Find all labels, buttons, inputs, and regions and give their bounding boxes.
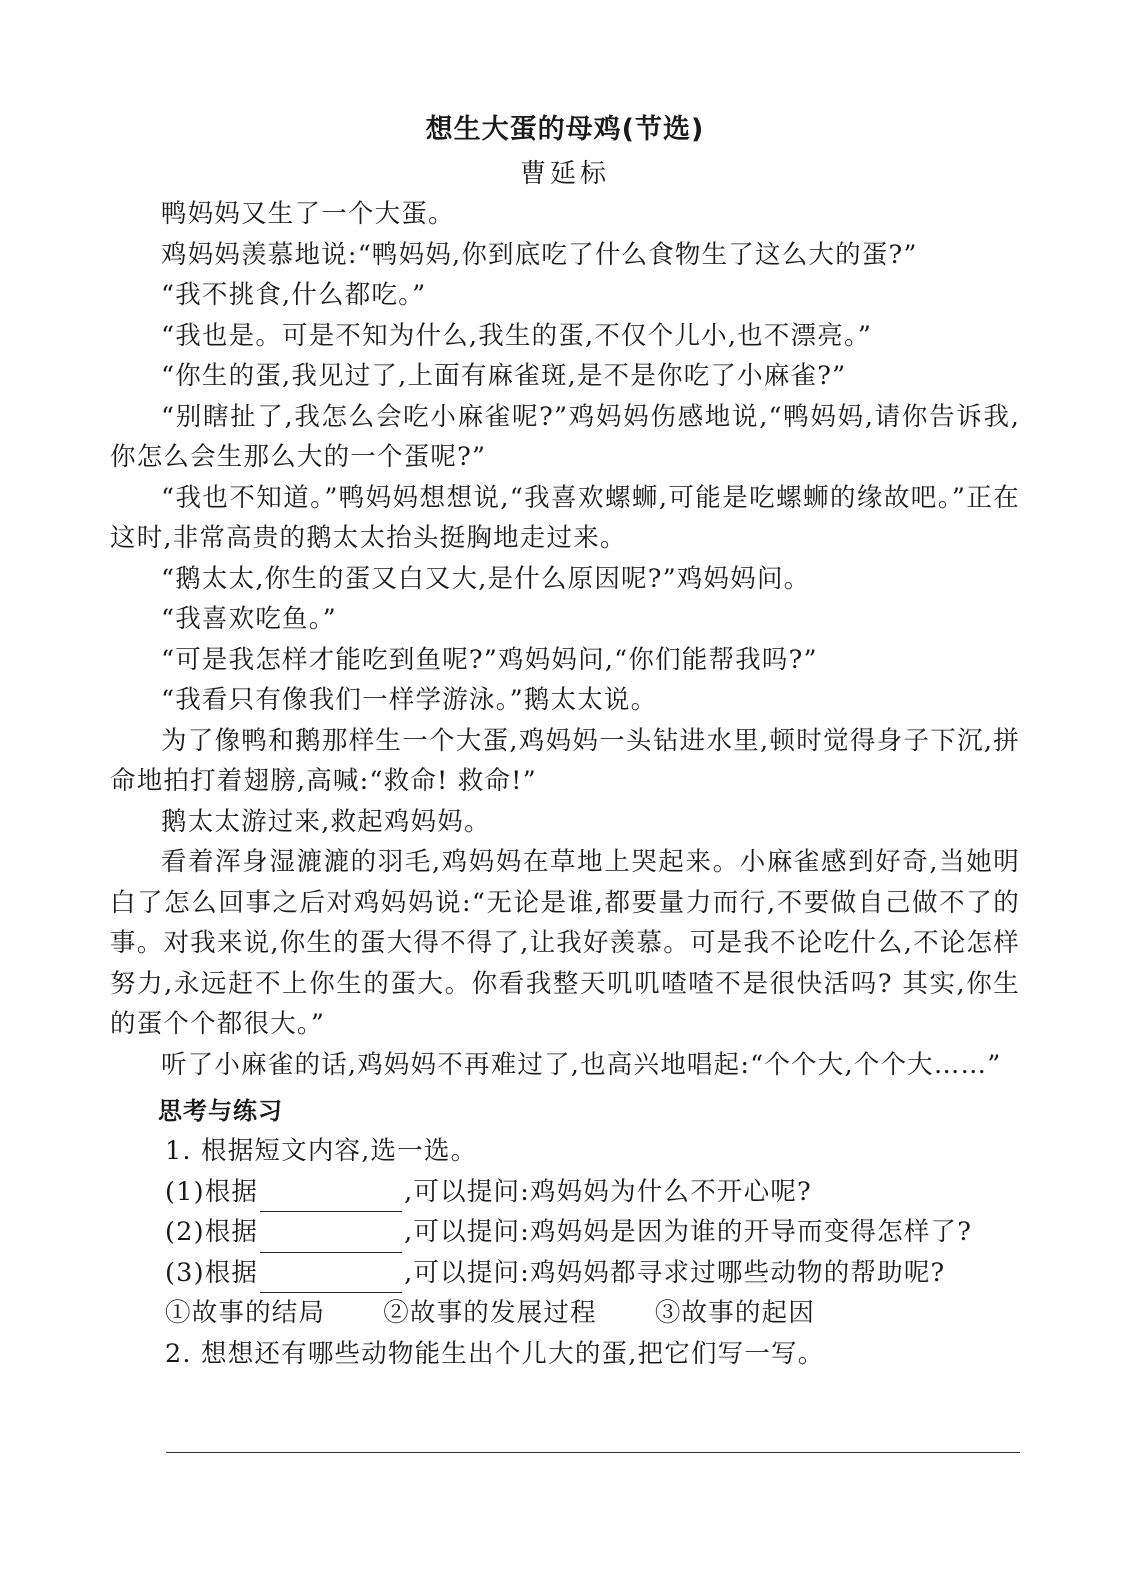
answer-line[interactable] xyxy=(166,1452,1020,1453)
item-prefix: (3)根据 xyxy=(165,1257,259,1288)
paragraph: “我喜欢吃鱼。” xyxy=(161,604,337,634)
paragraph: “我也是。可是不知为什么,我生的蛋,不仅个儿小,也不漂亮。” xyxy=(161,320,873,351)
option-ending: ①故事的结局 xyxy=(165,1298,326,1328)
paragraph: 听了小麻雀的话,鸡妈妈不再难过了,也高兴地唱起:“个个大,个个大……” xyxy=(161,1049,1002,1080)
item-suffix: ,可以提问:鸡妈妈是因为谁的开导而变得怎样了? xyxy=(404,1217,973,1247)
option-list xyxy=(110,1293,1020,1334)
paragraph: 看着浑身湿漉漉的羽毛,鸡妈妈在草地上哭起来。小麻雀感到好奇,当她明白了怎么回事之后对鸡妈妈说:“无论是谁,都要量力而行,不要做自己做不了的事。对我来说,你生的蛋大得不得了,让我好羡慕。可是我不论吃什么,不论怎样努力,永远赶不上你生的蛋大。你看我整天叽叽喳喳不是很快活吗? 其实,你生的蛋个个都很大。” xyxy=(110,847,1020,1039)
answer-blank[interactable] xyxy=(260,1183,402,1212)
paragraph: “可是我怎样才能吃到鱼呢?”鸡妈妈问,“你们能帮我吗?” xyxy=(161,644,818,675)
question-1-item xyxy=(110,1172,1020,1213)
paragraph: “我看只有像我们一样学游泳。”鹅太太说。 xyxy=(161,685,658,715)
option-development: ②故事的发展过程 xyxy=(383,1298,597,1328)
paragraph: 鸭妈妈又生了一个大蛋。 xyxy=(161,199,455,229)
paragraph: “鹅太太,你生的蛋又白又大,是什么原因呢?”鸡妈妈问。 xyxy=(161,563,811,594)
item-prefix: (1)根据 xyxy=(165,1176,259,1207)
article-body xyxy=(110,194,1020,1085)
paragraph: 鸡妈妈羡慕地说:“鸭妈妈,你到底吃了什么食物生了这么大的蛋?” xyxy=(161,239,918,270)
item-suffix: ,可以提问:鸡妈妈都寻求过哪些动物的帮助呢? xyxy=(404,1257,946,1288)
article-title: 想生大蛋的母鸡(节选) xyxy=(425,114,705,145)
paragraph: “我不挑食,什么都吃。” xyxy=(161,280,427,310)
option-cause: ③故事的起因 xyxy=(654,1298,816,1328)
paragraph: 为了像鸭和鹅那样生一个大蛋,鸡妈妈一头钻进水里,顿时觉得身子下沉,拼命地拍打着翅膀,高喊:“救命! 救命!” xyxy=(110,725,1020,796)
exercises-heading: 思考与练习 xyxy=(158,1097,283,1125)
exercises-section xyxy=(110,1091,1020,1374)
paragraph: 鹅太太游过来,救起鸡妈妈。 xyxy=(161,806,491,837)
question-1-stem: 1. 根据短文内容,选一选。 xyxy=(165,1136,478,1166)
item-prefix: (2)根据 xyxy=(165,1217,259,1247)
article-author: 曹延标 xyxy=(519,159,610,189)
document-page xyxy=(110,110,1020,1374)
item-suffix: ,可以提问:鸡妈妈为什么不开心呢? xyxy=(404,1176,812,1207)
paragraph: “你生的蛋,我见过了,上面有麻雀斑,是不是你吃了小麻雀?” xyxy=(161,361,847,391)
question-1-item xyxy=(110,1253,1020,1294)
answer-blank[interactable] xyxy=(260,1224,402,1253)
question-2-stem: 2. 想想还有哪些动物能生出个儿大的蛋,把它们写一写。 xyxy=(165,1338,825,1369)
answer-blank[interactable] xyxy=(260,1264,402,1293)
paragraph: “我也不知道。”鸭妈妈想想说,“我喜欢螺蛳,可能是吃螺蛳的缘故吧。”正在这时,非常高贵的鹅太太抬头挺胸地走过来。 xyxy=(110,482,1020,553)
question-1-item xyxy=(110,1212,1020,1253)
paragraph: “别瞎扯了,我怎么会吃小麻雀呢?”鸡妈妈伤感地说,“鸭妈妈,请你告诉我,你怎么会生那么大的一个蛋呢?” xyxy=(110,401,1020,472)
